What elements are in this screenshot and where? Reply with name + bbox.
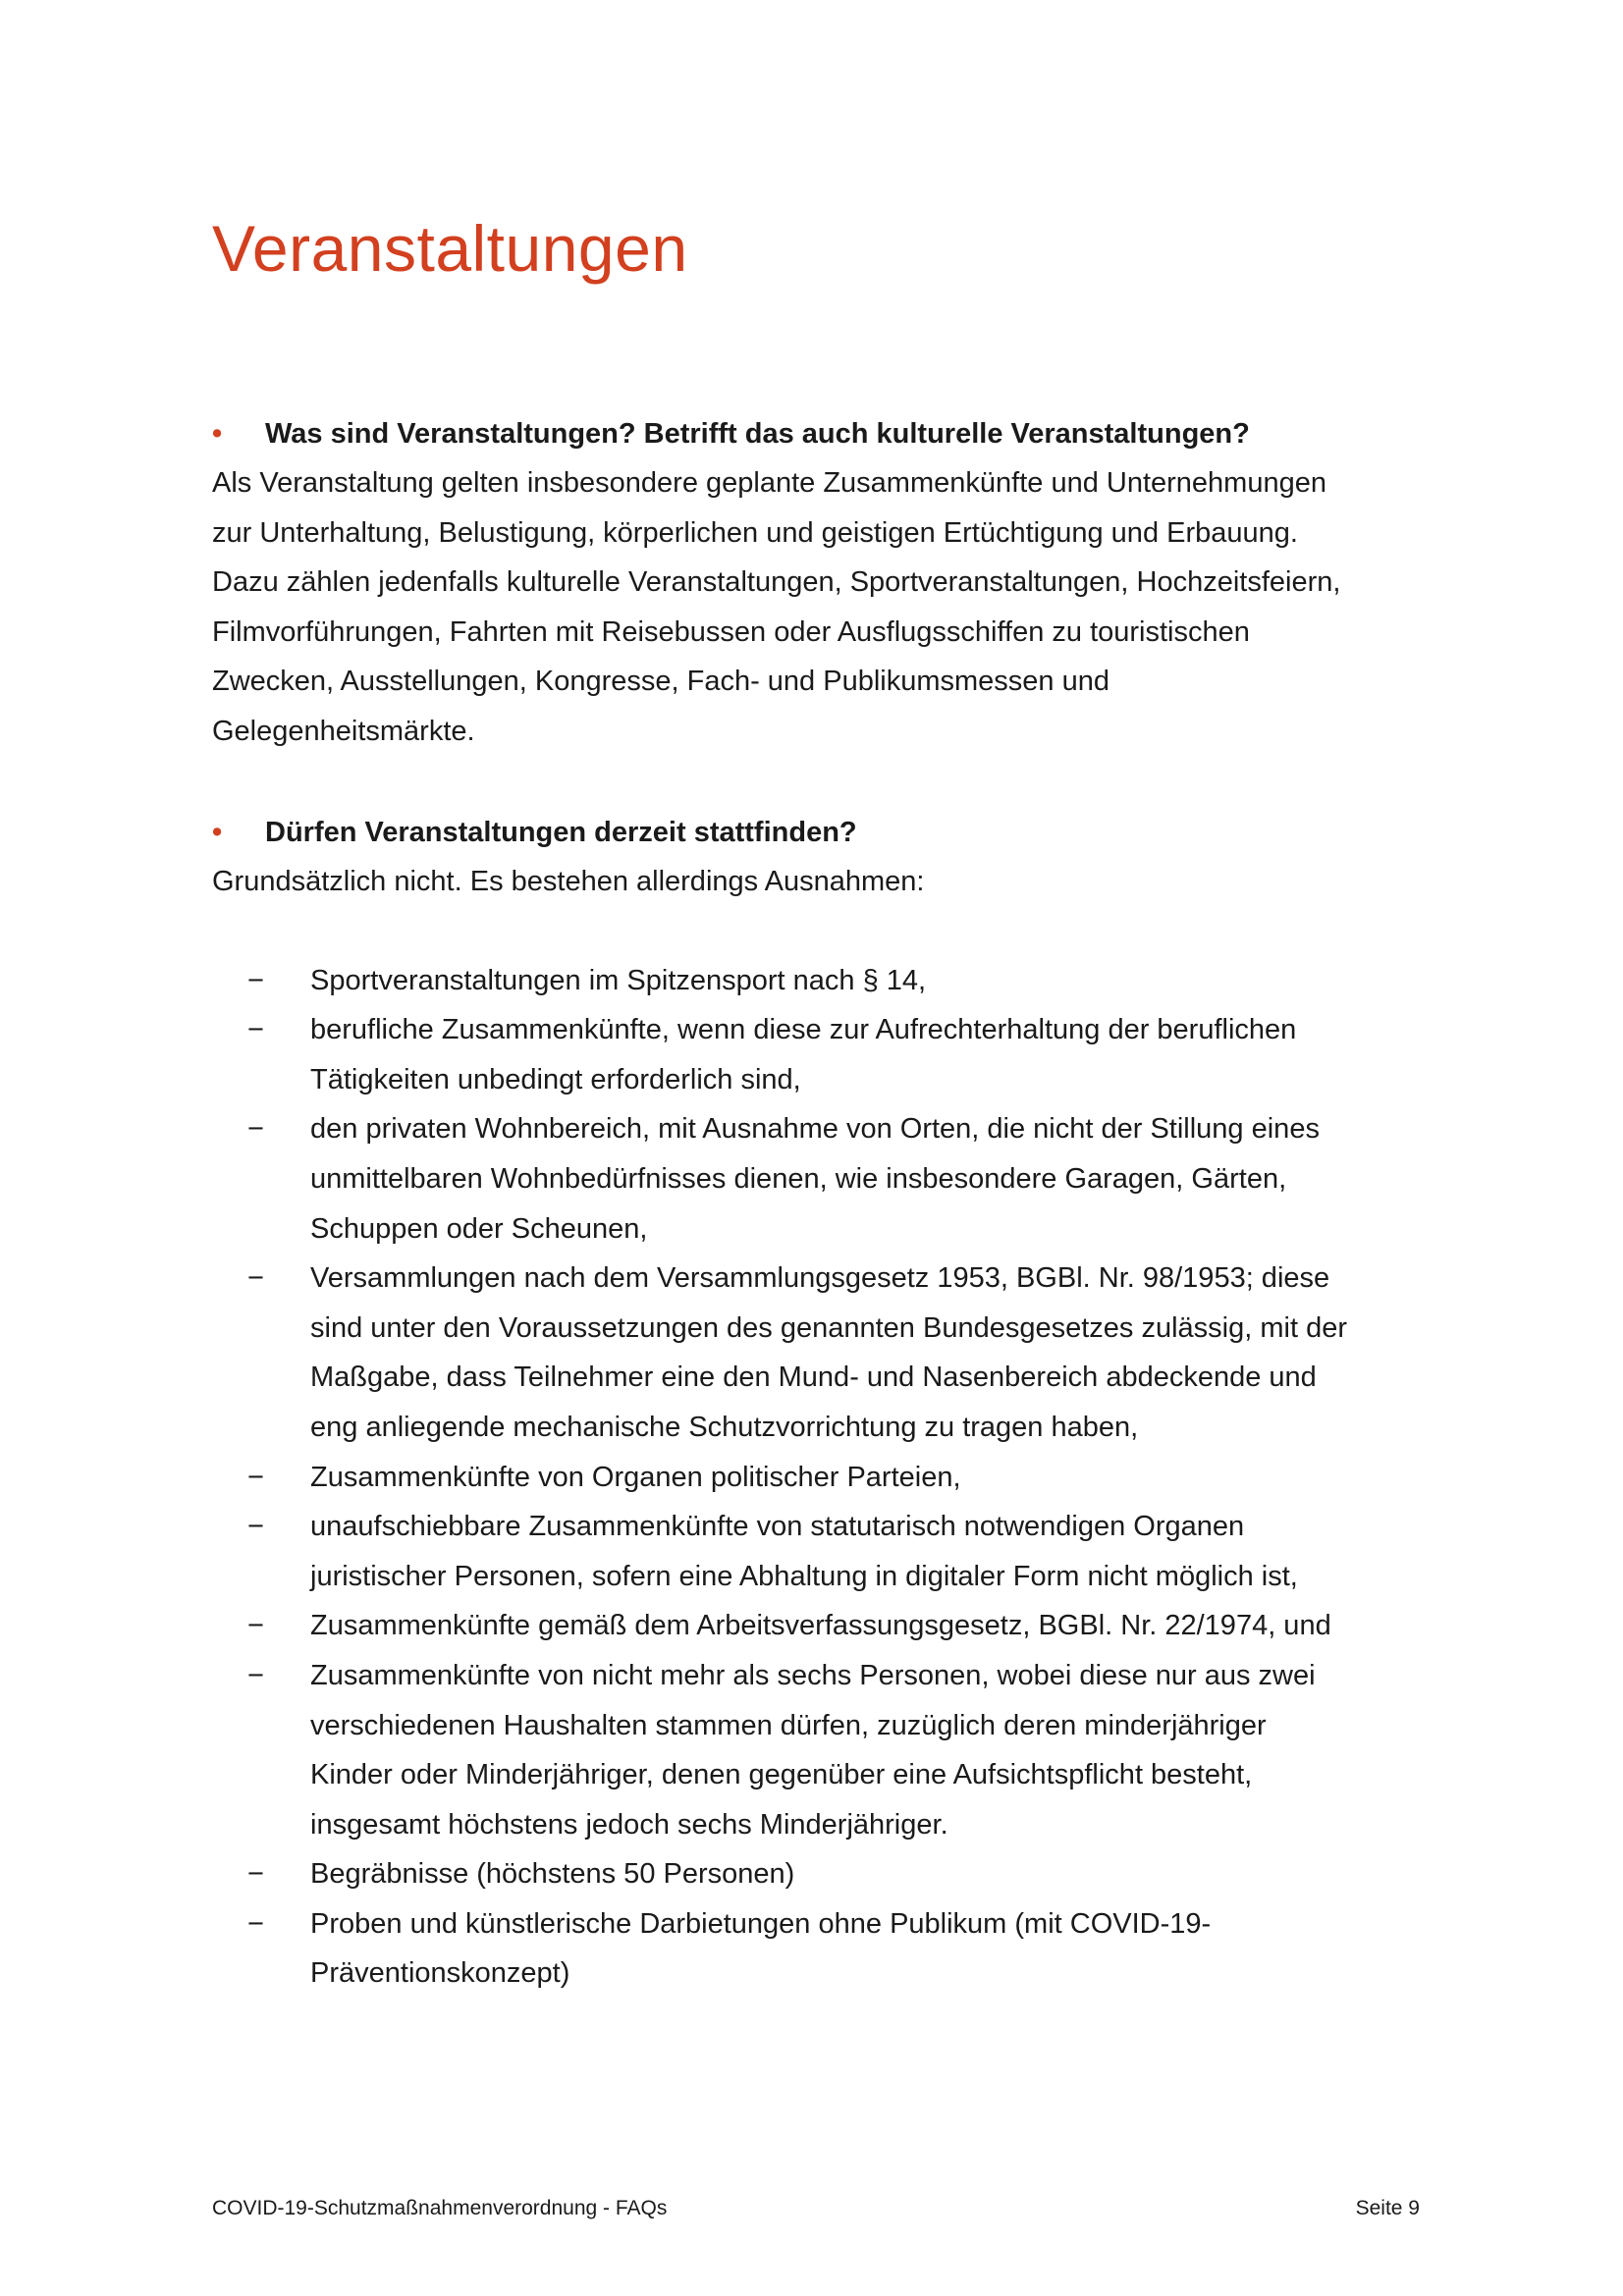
- list-item: [212, 1005, 1420, 1104]
- footer-document-title: COVID-19-Schutzmaßnahmenverordnung - FAQs: [212, 2197, 668, 2219]
- dash-icon: −: [247, 1511, 264, 1543]
- answer-line: Dazu zählen jedenfalls kulturelle Veranstaltungen, Sportveranstaltungen, Hochzeitsfeiern,: [212, 566, 1341, 599]
- list-item-line: verschiedenen Haushalten stammen dürfen, zuzüglich deren minderjähriger: [310, 1709, 1267, 1741]
- dash-icon: −: [247, 1858, 264, 1891]
- dash-icon: −: [247, 1907, 264, 1940]
- list-item-line: Maßgabe, dass Teilnehmer eine den Mund- und Nasenbereich abdeckende und: [310, 1362, 1317, 1394]
- list-item: [212, 1104, 1420, 1254]
- question-text: Dürfen Veranstaltungen derzeit stattfinden?: [265, 817, 857, 848]
- bullet-icon: •: [212, 418, 223, 450]
- page-footer: [212, 2197, 1420, 2220]
- dash-icon: −: [247, 1659, 264, 1691]
- answer-line: Zwecken, Ausstellungen, Kongresse, Fach- und Publikumsmessen und: [212, 666, 1109, 698]
- list-item-line: berufliche Zusammenkünfte, wenn diese zur Aufrechterhaltung der beruflichen: [310, 1014, 1297, 1046]
- list-item-line: juristischer Personen, sofern eine Abhaltung in digitaler Form nicht möglich ist,: [310, 1560, 1298, 1592]
- list-item-line: sind unter den Voraussetzungen des genannten Bundesgesetzes zulässig, mit der: [310, 1311, 1347, 1344]
- list-item: [212, 1899, 1420, 1999]
- list-item: [212, 956, 1420, 1006]
- list-item-line: Versammlungen nach dem Versammlungsgesetz 1953, BGBl. Nr. 98/1953; diese: [310, 1262, 1330, 1295]
- dash-icon: −: [247, 1262, 264, 1295]
- page-number: Seite 9: [1355, 2197, 1420, 2219]
- list-item-line: Zusammenkünfte von nicht mehr als sechs Personen, wobei diese nur aus zwei: [310, 1659, 1316, 1691]
- dash-icon: −: [247, 1113, 264, 1146]
- list-item: [212, 1502, 1420, 1601]
- answer-line: Filmvorführungen, Fahrten mit Reisebussen oder Ausflugsschiffen zu touristischen: [212, 615, 1250, 648]
- list-item-line: Sportveranstaltungen im Spitzensport nach § 14,: [310, 964, 927, 996]
- page-title: Veranstaltungen: [212, 212, 688, 285]
- faq-section-events-definition: [212, 409, 1420, 757]
- answer-line: zur Unterhaltung, Belustigung, körperlichen und geistigen Ertüchtigung und Erbauung.: [212, 516, 1298, 549]
- list-item-line: unaufschiebbare Zusammenkünfte von statutarisch notwendigen Organen: [310, 1511, 1245, 1543]
- faq-section-events-allowed: [212, 808, 1420, 1999]
- dash-icon: −: [247, 1610, 264, 1642]
- list-item-line: den privaten Wohnbereich, mit Ausnahme von Orten, die nicht der Stillung eines: [310, 1113, 1320, 1146]
- faq-question: [212, 808, 1420, 857]
- faq-answer: Grundsätzlich nicht. Es bestehen allerdings Ausnahmen:: [212, 866, 925, 897]
- faq-question: [212, 409, 1420, 458]
- list-item-line: Proben und künstlerische Darbietungen ohne Publikum (mit COVID-19-: [310, 1907, 1212, 1940]
- dash-icon: −: [247, 1461, 264, 1493]
- list-item: [212, 1849, 1420, 1899]
- list-item-line: eng anliegende mechanische Schutzvorrichtung zu tragen haben,: [310, 1411, 1139, 1443]
- question-text: Was sind Veranstaltungen? Betrifft das auch kulturelle Veranstaltungen?: [265, 418, 1250, 450]
- list-item-line: Tätigkeiten unbedingt erforderlich sind,: [310, 1063, 801, 1095]
- bullet-icon: •: [212, 817, 223, 848]
- answer-line: Als Veranstaltung gelten insbesondere geplante Zusammenkünfte und Unternehmungen: [212, 467, 1326, 499]
- list-item-line: unmittelbaren Wohnbedürfnisses dienen, wie insbesondere Garagen, Gärten,: [310, 1162, 1287, 1195]
- answer-line: Gelegenheitsmärkte.: [212, 715, 475, 747]
- faq-answer: [212, 458, 1420, 757]
- list-item-line: Zusammenkünfte von Organen politischer Parteien,: [310, 1461, 961, 1493]
- dash-icon: −: [247, 1014, 264, 1046]
- list-item-line: Kinder oder Minderjähriger, denen gegenüber eine Aufsichtspflicht besteht,: [310, 1759, 1253, 1791]
- list-item-line: Zusammenkünfte gemäß dem Arbeitsverfassungsgesetz, BGBl. Nr. 22/1974, und: [310, 1610, 1331, 1642]
- dash-icon: −: [247, 964, 264, 996]
- list-item-line: Schuppen oder Scheunen,: [310, 1212, 648, 1245]
- list-item-line: Präventionskonzept): [310, 1957, 570, 1990]
- list-item: [212, 1651, 1420, 1849]
- list-item: [212, 1453, 1420, 1503]
- list-item-line: insgesamt höchstens jedoch sechs Minderjähriger.: [310, 1808, 948, 1841]
- list-item-line: Begräbnisse (höchstens 50 Personen): [310, 1858, 795, 1891]
- list-item: [212, 1254, 1420, 1452]
- exceptions-list: [212, 956, 1420, 1999]
- list-item: [212, 1601, 1420, 1651]
